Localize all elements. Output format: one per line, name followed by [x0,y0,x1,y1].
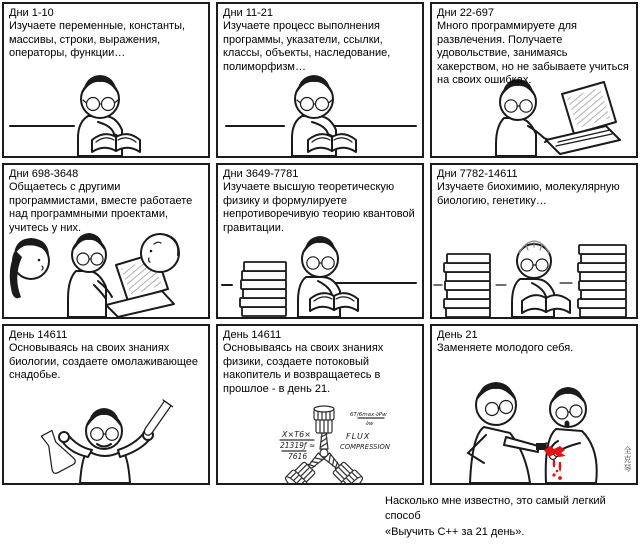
open-mouth [565,421,570,428]
handwritten-formula-top [350,412,387,427]
panel-3 [430,2,638,158]
panel-3-caption [432,4,636,87]
panel-9 [430,324,638,485]
flux-label-line2: COMPRESSION [340,443,390,451]
panel-2-caption [218,4,422,74]
book-stack-right-icon [578,245,626,317]
artist-signature: 全克琴 [623,446,632,473]
flask-icon [36,427,77,474]
handwritten-formula-left [280,430,315,461]
panel-1 [2,2,210,158]
panel-8-text: Основываясь на своих знаниях физики, создаете потоковый накопитель и возвращаетесь в прошлое - в день 21. [223,342,384,395]
laptop-icon [546,82,620,154]
panel-1-title: Дни 1-10 [9,7,54,19]
character-celebrating [59,408,153,483]
panel-4-title: Дни 698-3648 [9,168,79,180]
bottom-caption-line1: Насколько мне известно, это самый легкий способ [385,495,606,523]
panel-7-caption [4,326,208,383]
panel-4-caption [4,165,208,235]
panel-7-text: Основываясь на своих знаниях биологии, создаете омолаживающее снадобье. [9,342,199,382]
open-book-icon [310,293,358,311]
flux-label-line1: FLUX [346,432,371,441]
panel-6 [430,163,638,319]
panel-7 [2,324,210,485]
programmer-woman [10,238,49,298]
panel-7-title: День 14611 [9,329,68,341]
open-book-icon [308,134,356,152]
younger-self [546,387,597,483]
panel-3-text: Много программируете для развлечения. Получаете удовольствие, занимаясь хакерством, но не забываете учиться на своих ошибках. [437,20,629,87]
panel-8-caption [218,326,422,396]
formula-top-line2: ∂w [366,421,374,427]
panel-2 [216,2,424,158]
programmer-man [141,234,179,272]
panel-9-title: День 21 [437,329,478,341]
panel-1-text: Изучаете переменные, константы, массивы, строки, выражения, операторы, функции… [9,20,186,60]
panel-6-text: Изучаете биохимию, молекулярную биологию, генетику… [437,181,620,207]
panel-2-text: Изучаете процесс выполнения программы, указатели, ссылки, классы, объекты, наследование, полиморфизм… [223,20,391,73]
panel-grid [2,2,638,485]
panel-4 [2,163,210,319]
formula-top-line1: 6T/6max·∂Pw [350,412,387,418]
panel-2-title: Дни 11-21 [223,7,274,19]
panel-5-text: Изучаете высшую теоретическую физику и формулируете непротиворечивую теорию квантовой гравитации. [223,181,415,234]
panel-9-caption [432,326,636,356]
flux-compression-label [340,432,390,451]
formula-left-bottom: 7616 [288,452,308,461]
test-tube-icon [141,400,173,438]
panel-9-text: Заменяете молодого себя. [437,342,574,355]
panel-1-caption [4,4,208,61]
book-stack-left-icon [444,254,490,317]
older-self [468,382,538,483]
panel-8-title: День 14611 [223,329,282,341]
bottom-caption-line2: «Выучить C++ за 21 день». [385,525,525,538]
panel-6-caption [432,165,636,208]
panel-4-text: Общаетесь с другими программистами, вместе работаете над программными проектами, учитесь у них. [9,181,193,234]
open-book-icon [92,134,140,152]
panel-8 [216,324,424,485]
open-book-icon [522,295,570,313]
panel-5 [216,163,424,319]
bottom-caption [385,494,640,540]
book-stack-icon [240,262,286,316]
formula-left-mid: 21319ƒ ≈ [280,441,316,450]
character-typing [496,79,549,156]
formula-left-top: X×T6× [282,430,311,439]
panel-5-caption [218,165,422,235]
panel-6-title: Дни 7782-14611 [437,168,518,180]
panel-3-title: Дни 22-697 [437,7,494,19]
panel-5-title: Дни 3649-7781 [223,168,299,180]
